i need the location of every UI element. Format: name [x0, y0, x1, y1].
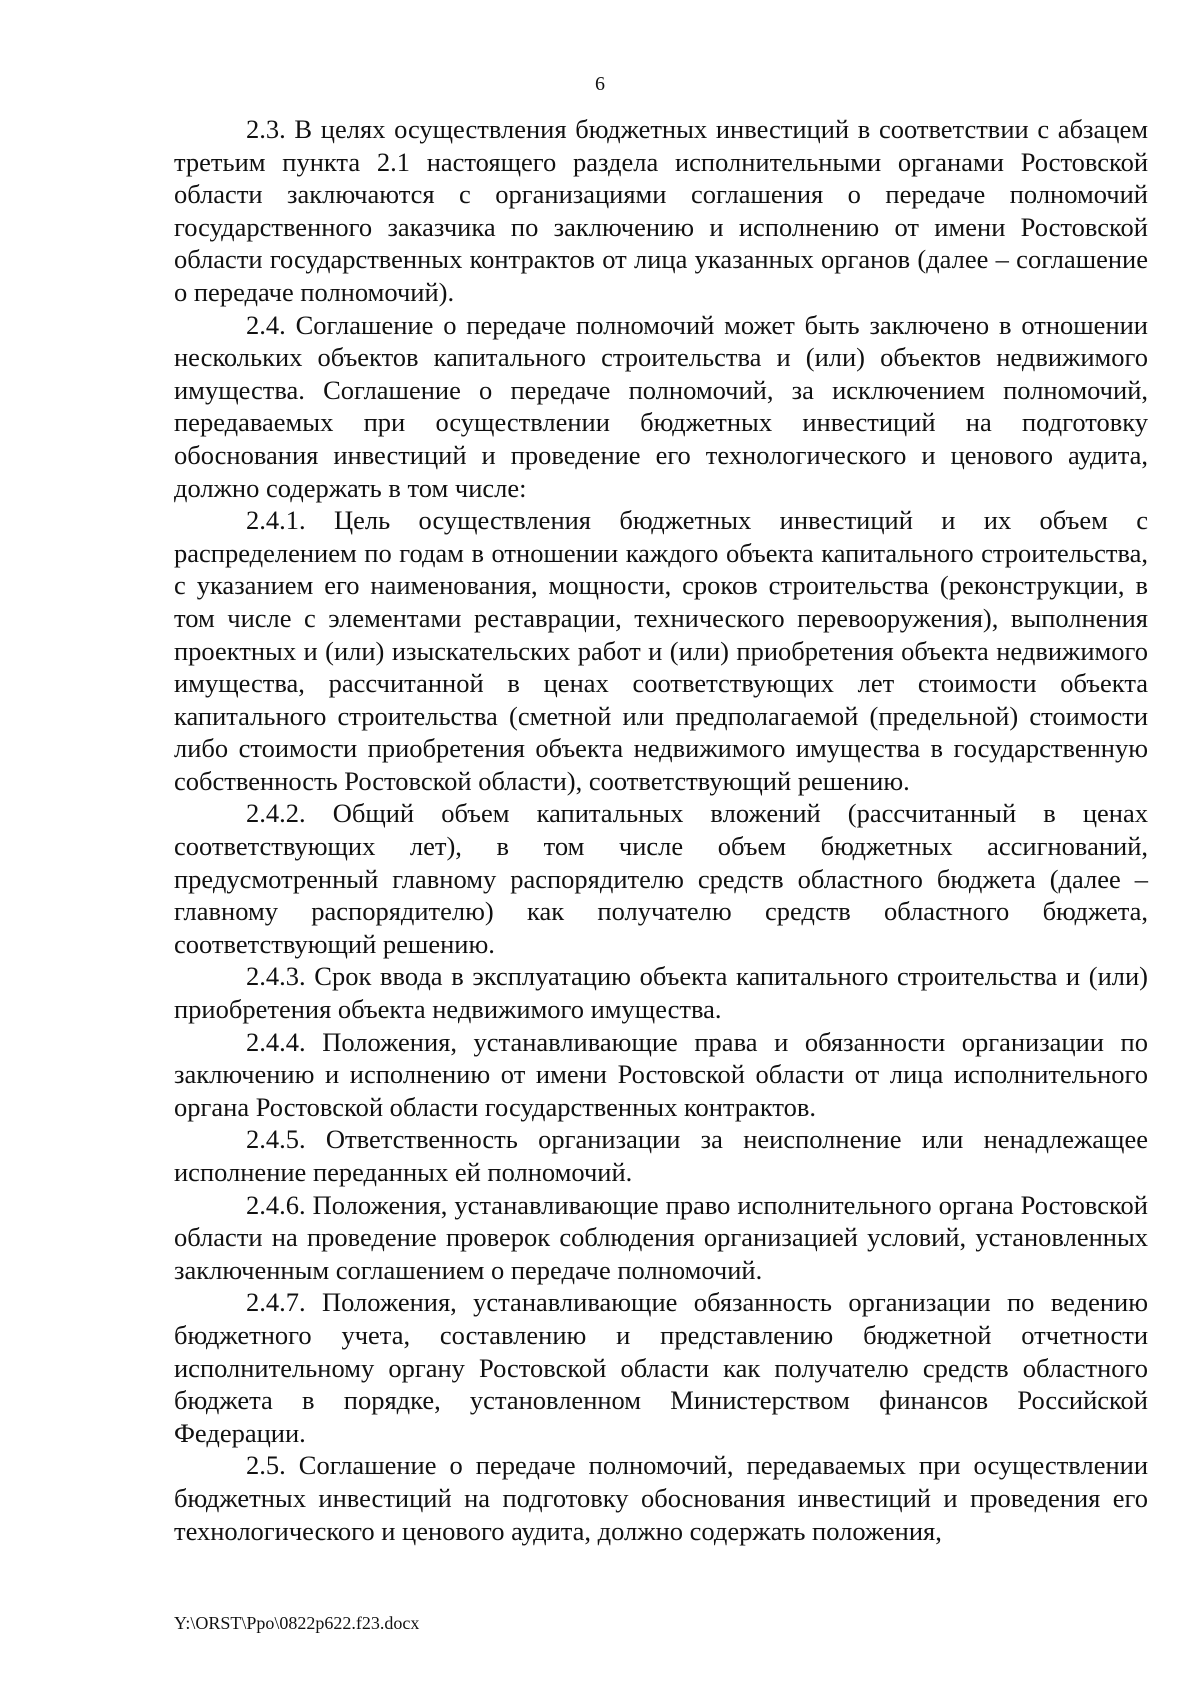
- document-body: [174, 113, 1148, 1547]
- paragraph-2-4-2: 2.4.2. Общий объем капитальных вложений (рассчитанный в ценах соответствующих лет), в том числе объем бюджетных ассигнований, предусмотренный главному распорядителю средств областного бюджета (далее – главному распорядителю) как получателю средств областного бюджета, соответствующий решению.: [174, 798, 1148, 959]
- paragraph-2-4-4: 2.4.4. Положения, устанавливающие права и обязанности организации по заключению и исполнению от имени Ростовской области от лица исполнительного органа Ростовской области государственных контрактов.: [174, 1026, 1148, 1122]
- page-number: 6: [595, 73, 605, 95]
- paragraph-2-4-5: 2.4.5. Ответственность организации за неисполнение или ненадлежащее исполнение переданных ей полномочий.: [174, 1124, 1148, 1187]
- paragraph-2-5: 2.5. Соглашение о передаче полномочий, передаваемых при осуществлении бюджетных инвестиций на подготовку обоснования инвестиций и проведения его технологического и ценового аудита, должно содержать положения,: [174, 1450, 1148, 1546]
- paragraph-2-4: 2.4. Соглашение о передаче полномочий может быть заключено в отношении нескольких объектов капитального строительства и (или) объектов недвижимого имущества. Соглашение о передаче полномочий, за исключением полномочий, передаваемых при осуществлении бюджетных инвестиций на подготовку обоснования инвестиций и проведение его технологического и ценового аудита, должно содержать в том числе:: [174, 309, 1148, 503]
- paragraph-2-4-6: 2.4.6. Положения, устанавливающие право исполнительного органа Ростовской области на проведение проверок соблюдения организацией условий, установленных заключенным соглашением о передаче полномочий.: [174, 1189, 1148, 1285]
- paragraph-2-4-3: 2.4.3. Срок ввода в эксплуатацию объекта капитального строительства и (или) приобретения объекта недвижимого имущества.: [174, 961, 1148, 1025]
- paragraph-2-4-7: 2.4.7. Положения, устанавливающие обязанность организации по ведению бюджетного учета, составлению и представлению бюджетной отчетности исполнительному органу Ростовской области как получателю средств областного бюджета в порядке, установленном Министерством финансов Российской Федерации.: [174, 1287, 1148, 1448]
- footer-file-path: Y:\ORST\Ppo\0822p622.f23.docx: [174, 1613, 420, 1633]
- paragraph-2-4-1: 2.4.1. Цель осуществления бюджетных инвестиций и их объем с распределением по годам в отношении каждого объекта капитального строительства, с указанием его наименования, мощности, сроков строительства (реконструкции, в том числе с элементами реставрации, технического перевооружения), выполнения проектных и (или) изыскательских работ и (или) приобретения объекта недвижимого имущества, рассчитанной в ценах соответствующих лет стоимости объекта капитального строительства (сметной или предполагаемой (предельной) стоимости либо стоимости приобретения объекта недвижимого имущества в государственную собственность Ростовской области), соответствующий решению.: [174, 505, 1148, 796]
- paragraph-2-3: 2.3. В целях осуществления бюджетных инвестиций в соответствии с абзацем третьим пункта 2.1 настоящего раздела исполнительными органами Ростовской области заключаются с организациями соглашения о передаче полномочий государственного заказчика по заключению и исполнению от имени Ростовской области государственных контрактов от лица указанных органов (далее – соглашение о передаче полномочий).: [174, 114, 1148, 307]
